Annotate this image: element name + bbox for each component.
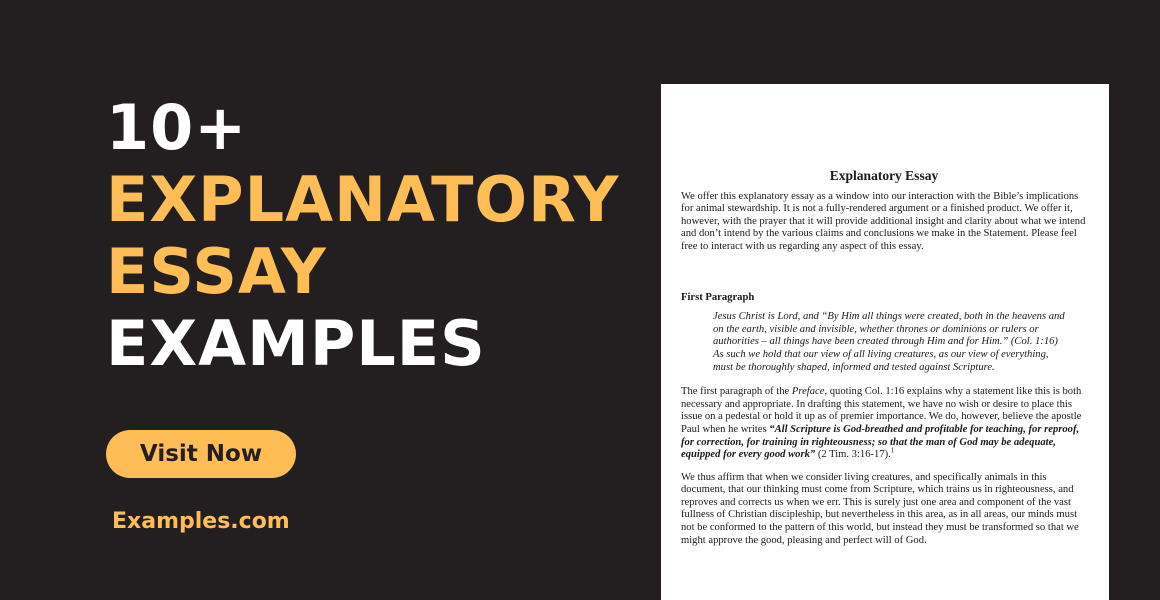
timothy-quote: “All Scripture is God-breathed and profitable for teaching, for reproof, for correction, for training in righteousness; so that the man of God may be adequate, equipped for every good work” [681, 423, 1080, 461]
section-heading: First Paragraph [681, 291, 755, 303]
document-paragraph-2 [681, 386, 1087, 462]
brand-link[interactable]: Examples.com [112, 509, 290, 534]
preface-reference: Preface [791, 386, 825, 398]
footnote-marker: 1 [890, 446, 895, 455]
paragraph-2-text-c: , quoting Col. 1:16 explains why a statement like this is both necessary and appropriate. In drafting this statement, we have no wish or desire to place this issue on a pedestal or hold it up as of premier importance. We do, however, believe the apostle Paul when he writes [681, 386, 1082, 435]
headline-essay: ESSAY [106, 235, 327, 308]
headline-count: 10+ [106, 91, 248, 164]
headline-explanatory: EXPLANATORY [106, 163, 620, 236]
scripture-quote: Jesus Christ is Lord, and “By Him all things were created, both in the heavens and on the earth, visible and invisible, whether thrones or dominions or rulers or authorities – all things have been created through Him and for Him.” (Col. 1:16) As such we hold that our view of all living creatures, as our view of everything, must be thoroughly shaped, informed and tested against Scripture. [713, 311, 1065, 373]
visit-now-button[interactable]: Visit Now [106, 430, 296, 478]
headline-examples: EXAMPLES [106, 307, 486, 380]
document-title: Explanatory Essay [829, 168, 939, 183]
paragraph-2-text-a: The first paragraph of the [681, 386, 792, 398]
document-intro: We offer this explanatory essay as a window into our interaction with the Bible’s implications for animal stewardship. It is not a fully-rendered argument or a finished product. We offer it, however, with the prayer that it will provide additional insight and clarity about what we intend and don’t intend by the various claims and conclusions we make in the Statement. Please feel free to interact with us regarding any aspect of this essay. [681, 190, 1086, 252]
document-preview [661, 84, 1109, 600]
document-paragraph-3: We thus affirm that when we consider living creatures, and specifically animals in this document, that our thinking must come from Scripture, which trains us in righteousness, and reproves and corrects us when we err. This is surely just one area and component of the vast fullness of Christian discipleship, but nevertheless in this area, as in all areas, our minds must not be conformed to the pattern of this world, but instead they must be transformed so that we might approve the good, pleasing and perfect will of God. [681, 471, 1079, 546]
headline [106, 92, 619, 380]
paragraph-2-text-e: (2 Tim. 3:16-17). [815, 449, 891, 461]
